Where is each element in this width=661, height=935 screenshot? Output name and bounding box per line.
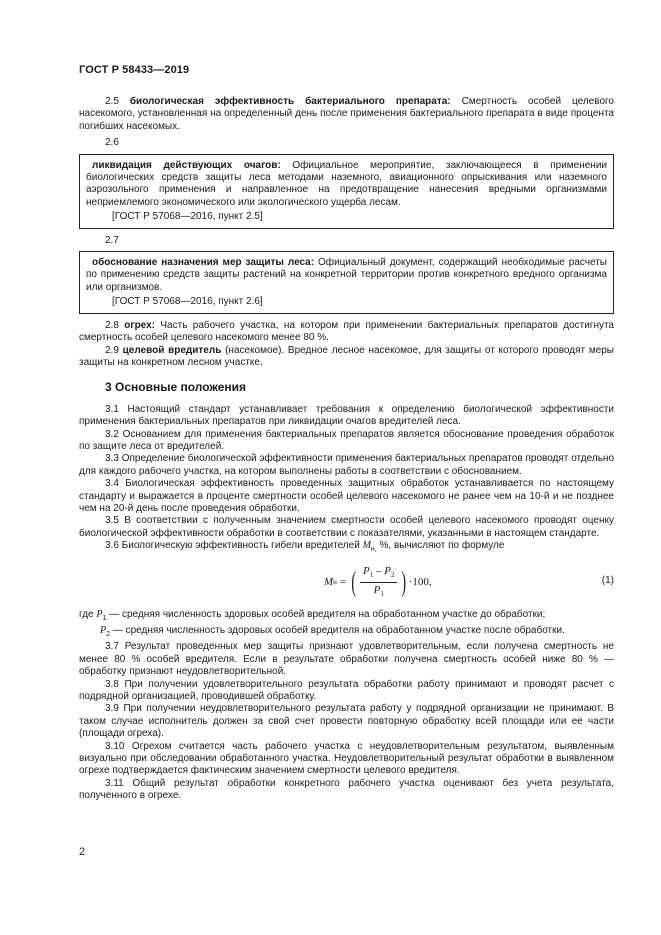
paragraph-3-1: 3.1 Настоящий стандарт устанавливает требования к определению биологической эффективности применения бактериальных препаратов при ликвидации очагов вредителей леса. xyxy=(79,403,614,428)
term-2-7-definition: Официальный документ, содержащий необходимые расчеты по применению средств защиты растений на конкретной территории против конкретного вредного организма или организмов. xyxy=(86,257,607,293)
paragraph-3-7: 3.7 Результат проведенных мер защиты признают удовлетворительным, если получена смертность не менее 80 % особей вредителя. Если в результате обработки получена смертность особей ниже 80 % — обработку признают неудовлетворительной. xyxy=(79,641,614,678)
term-2-7-source: [ГОСТ Р 57068—2016, пункт 2.6] xyxy=(112,296,263,308)
term-2-7-name: обоснование назначения мер защиты леса: xyxy=(92,257,315,269)
term-2-6-name: ликвидация действующих очагов: xyxy=(92,159,281,171)
formula-1 xyxy=(79,561,614,605)
body-text xyxy=(79,96,614,803)
where-p1: где $P_1$ — средняя численность здоровых особей вредителя на обработанном участке до обработки; xyxy=(79,608,546,622)
term-2-7-number: 2.7 xyxy=(105,234,119,246)
term-2-9-name: целевой вредитель xyxy=(122,344,222,356)
term-2-5: 2.5 биологическая эффективность бактериального препарата: Смертность особей целевого насекомого, установленная на определенный день после применения бактериального препарата в виде процента погибших насекомых. xyxy=(79,96,614,132)
term-2-6-number: 2.6 xyxy=(105,137,119,149)
paragraph-3-10: 3.10 Огрехом считается часть рабочего участка с неудовлетворительным результатом, выявленным визуально при обследовании обработанного участка. Неудовлетворительный результат обработки в выявленном огрехе подтверждается фактическим значением смертности целевого вредителя. xyxy=(79,740,614,777)
paragraph-3-5: 3.5 В соответствии с полученным значением смертности особей целевого насекомого проводят оценку биологической эффективности обработки в соответствии с показателями, указанными в настоящем стандарте. xyxy=(79,515,614,539)
term-2-7-box xyxy=(79,251,614,314)
term-2-6-source: [ГОСТ Р 57068—2016, пункт 2.5] xyxy=(112,211,263,223)
paragraph-3-4: 3.4 Биологическая эффективность проведенных защитных обработок устанавливается по настоящему стандарту и выражается в проценте смертности особей целевого насекомого не ранее чем на 10-й и не позднее чем на 20-й день после проведения обработки. xyxy=(79,478,614,514)
term-2-6-definition: Официальное мероприятие, заключающееся в применении биологических средств защиты леса методами наземного, авиационного опрыскивания или наземного аэрозольного применения и направленное на предотвращение нанесения вредными организмами неприемлемого экономического или экологического ущерба лесам. xyxy=(86,159,607,208)
formula-number: (1) xyxy=(601,574,614,586)
standard-header: ГОСТ Р 58433—2019 xyxy=(79,64,190,76)
formula-expression: M н = ( $\frac{P_1 - P_2}{P_1}$ ) ·100, xyxy=(324,564,432,599)
term-2-5-name: биологическая эффективность бактериального препарата: xyxy=(129,96,451,107)
paragraph-3-11: 3.11 Общий результат обработки конкретного рабочего участка оценивают без учета результата, полученного в огрехе. xyxy=(79,777,614,802)
paragraph-3-9: 3.9 При получении неудовлетворительного результата работу у подрядной организации не принимают. В таком случае исполнитель должен за свой счет провести повторную обработку всей площади или ее части (площади огреха). xyxy=(79,703,614,740)
paragraph-3-2: 3.2 Основанием для применения бактериальных препаратов является обоснование проведения обработок по защите леса от вредителей. xyxy=(79,428,614,452)
where-p2: $P_2$ — средняя численность здоровых особей вредителя на обработанном участке после обработки. xyxy=(100,625,565,638)
term-2-6-box xyxy=(79,154,614,229)
term-2-8-name: огрех: xyxy=(124,319,155,331)
term-2-9: 2.9 целевой вредитель (насекомое). Вредное лесное насекомое, для защиты от которого проводят меры защиты на конкретном лесном участке. xyxy=(79,344,614,368)
section-3-title: 3 Основные положения xyxy=(105,380,247,395)
term-2-7 xyxy=(86,257,607,294)
paragraph-3-3: 3.3 Определение биологической эффективности применения бактериальных препаратов проводят отдельно для каждого рабочего участка, на котором выполнены работы в соответствии с обоснованием. xyxy=(79,453,614,477)
term-2-8-definition: Часть рабочего участка, на котором при применении бактериальных препаратов достигнута смертность особей целевого насекомого менее 80 %. xyxy=(79,319,614,344)
term-2-5-definition: Смертность особей целевого насекомого, установленная на определенный день после применения бактериального препарата в виде процента погибших насекомых. xyxy=(79,96,614,132)
term-2-6 xyxy=(86,160,607,210)
page-number: 2 xyxy=(79,846,86,858)
paragraph-3-6: 3.6 Биологическую эффективность гибели вредителей $M_{н,}$ %, вычисляют по формуле xyxy=(105,540,505,554)
term-2-8: 2.8 огрех: Часть рабочего участка, на котором при применении бактериальных препаратов достигнута смертность особей целевого насекомого менее 80 %. xyxy=(79,319,614,344)
term-2-9-definition: (насекомое). Вредное лесное насекомое, для защиты от которого проводят меры защиты на конкретном лесном участке. xyxy=(79,344,614,368)
paragraph-3-8: 3.8 При получении удовлетворительного результата обработки работу принимают и проводят расчет с подрядной организацией, проводившей обработку. xyxy=(79,678,614,703)
